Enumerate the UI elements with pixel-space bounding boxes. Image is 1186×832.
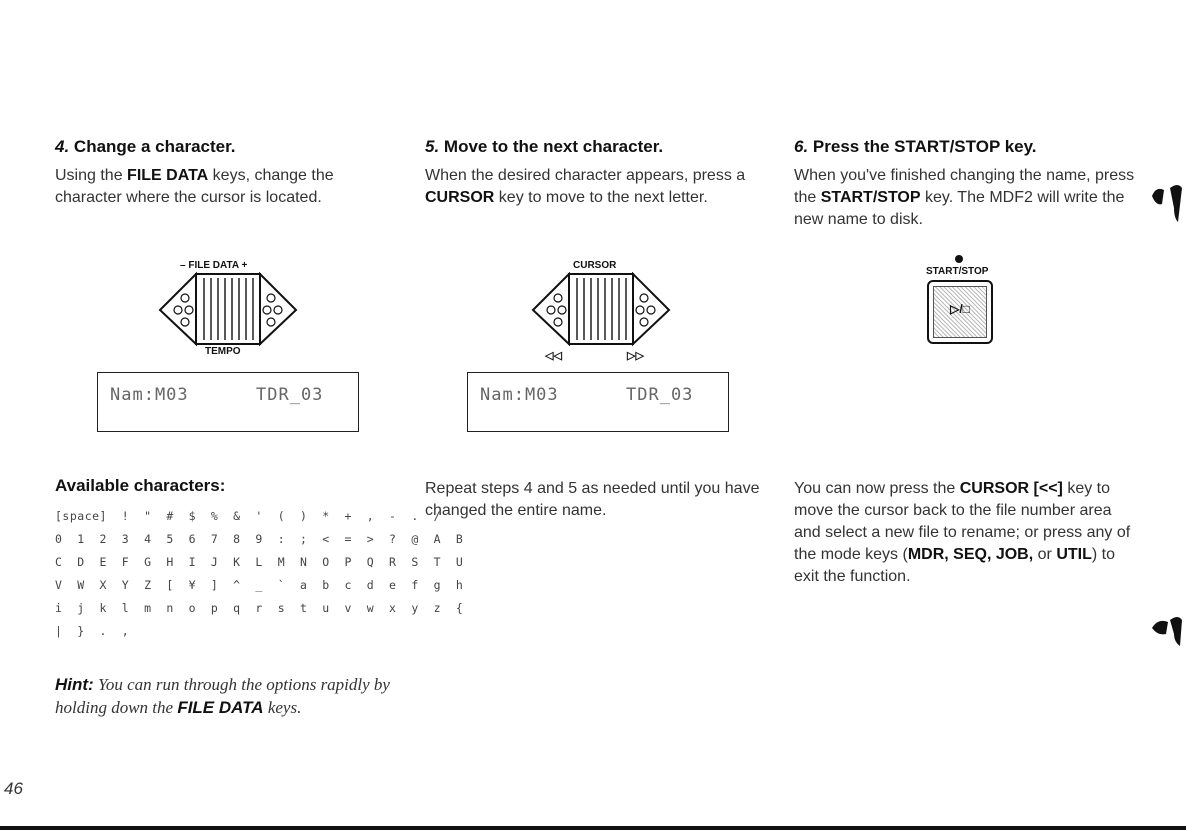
- step-5-title: 5. Move to the next character.: [425, 137, 664, 156]
- rewind-icon: ◁◁: [545, 350, 562, 362]
- step-5-body: When the desired character appears, press a CURSOR key to move to the next letter.: [425, 167, 746, 206]
- available-characters-title: Available characters:: [55, 476, 226, 495]
- lcd-name-field: Nam:M03: [110, 385, 189, 405]
- file-data-label: – FILE DATA +: [180, 260, 248, 271]
- tempo-label: TEMPO: [205, 346, 241, 357]
- exit-instructions-text: You can now press the CURSOR [<<] key to move the cursor back to the file number area and select a new file to rename; or press any of the mode keys (MDR, SEQ, JOB, or UTIL) to exit the function.: [794, 480, 1131, 585]
- char-row-2: 0 1 2 3 4 5 6 7 8 9 : ; < = > ? @ A B: [55, 532, 464, 546]
- cursor-label: CURSOR: [573, 260, 617, 271]
- led-indicator-icon: [954, 254, 964, 264]
- start-stop-label: START/STOP: [926, 266, 989, 277]
- repeat-steps-text: Repeat steps 4 and 5 as needed until you have changed the entire name.: [425, 480, 760, 519]
- char-row-6: | } . ,: [55, 624, 130, 638]
- footer-rule: [0, 826, 1186, 830]
- file-data-keypad-icon[interactable]: [158, 272, 298, 347]
- lcd-file-name: TDR_03: [626, 385, 694, 405]
- step-6-title: 6. Press the START/STOP key.: [794, 137, 1037, 156]
- char-row-4: V W X Y Z [ ¥ ] ^ _ ` a b c d e f g h: [55, 578, 464, 592]
- play-stop-icon: ▷/□: [950, 302, 970, 316]
- lcd-display-left: [97, 372, 359, 432]
- binding-mark-icon: [1148, 178, 1184, 228]
- lcd-name-field: Nam:M03: [480, 385, 559, 405]
- lcd-file-name: TDR_03: [256, 385, 324, 405]
- cursor-keypad-icon[interactable]: [531, 272, 671, 347]
- char-row-1: [space] ! " # $ % & ' ( ) * + , - . /: [55, 509, 442, 523]
- char-row-3: C D E F G H I J K L M N O P Q R S T U: [55, 555, 464, 569]
- page-number: 46: [4, 779, 23, 798]
- step-4-title: 4. Change a character.: [55, 137, 236, 156]
- fast-forward-icon: ▷▷: [627, 350, 644, 362]
- start-stop-button[interactable]: [927, 280, 993, 344]
- step-4-body: Using the FILE DATA keys, change the character where the cursor is located.: [55, 167, 334, 206]
- hint-text: Hint: You can run through the options rapidly by holding down the FILE DATA keys.: [55, 675, 390, 717]
- lcd-display-mid: [467, 372, 729, 432]
- char-row-5: i j k l m n o p q r s t u v w x y z {: [55, 601, 464, 615]
- binding-mark-icon: [1148, 612, 1184, 648]
- step-6-body: When you've finished changing the name, press the START/STOP key. The MDF2 will write the new name to disk.: [794, 167, 1135, 228]
